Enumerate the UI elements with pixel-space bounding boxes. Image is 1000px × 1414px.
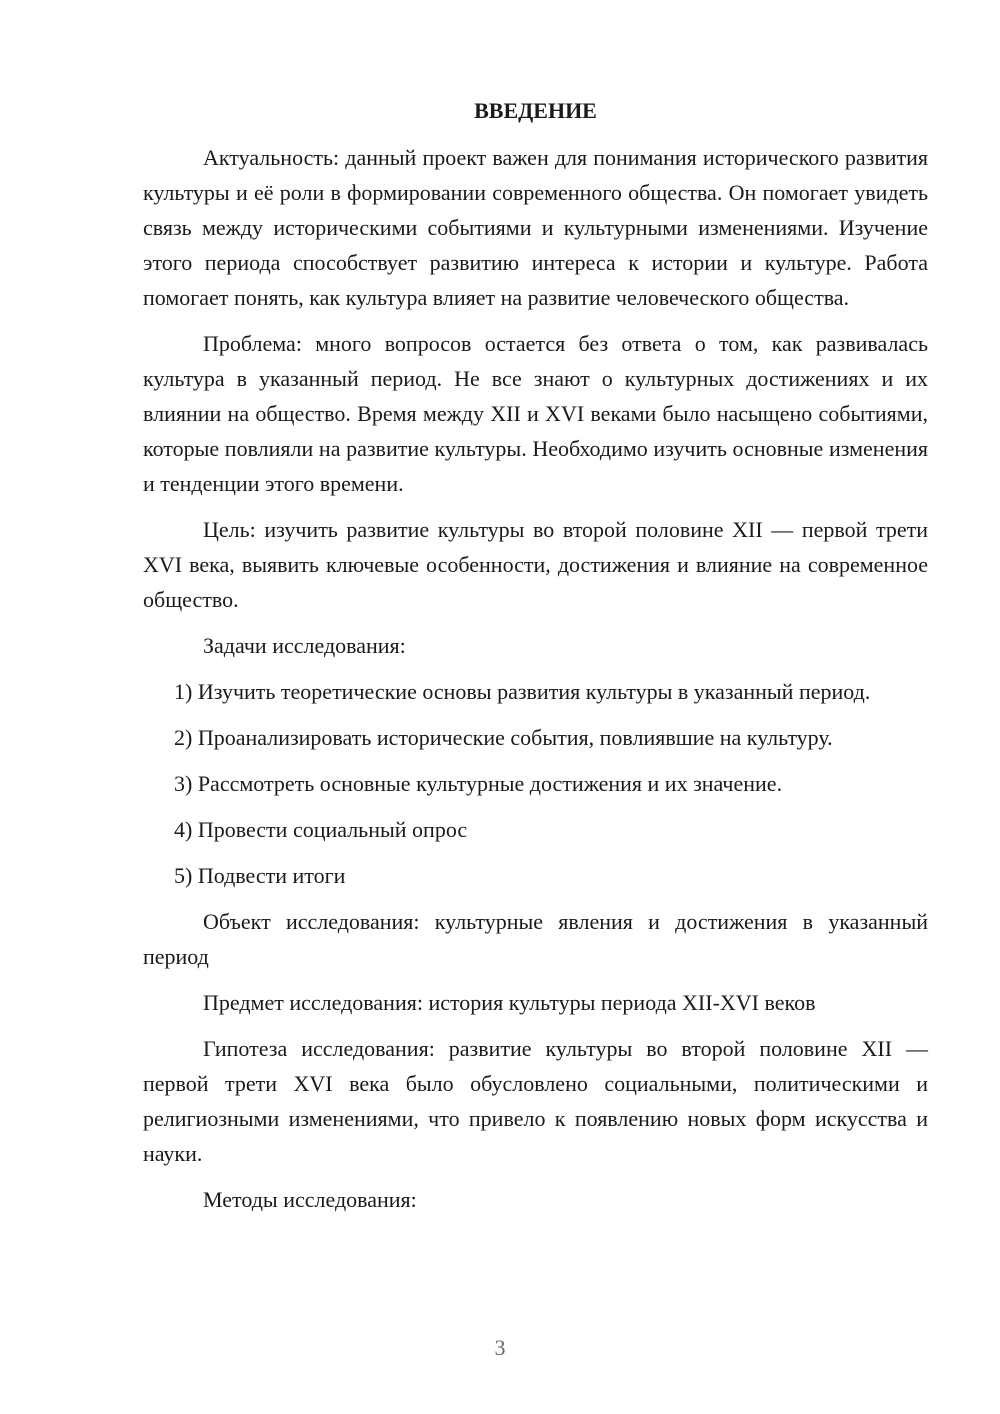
- list-item: 4) Провести социальный опрос: [174, 817, 468, 842]
- page-content: [143, 96, 928, 1228]
- list-item: 5) Подвести итоги: [174, 863, 346, 888]
- goal-paragraph: Цель: изучить развитие культуры во второй половине XII — первой трети XVI века, выявить ключевые особенности, достижения и влияние на современное общество.: [143, 517, 928, 612]
- page-number: 3: [494, 1335, 506, 1360]
- hypothesis-paragraph: Гипотеза исследования: развитие культуры во второй половине XII — первой трети XVI века было обусловлено социальными, политическими и религиозными изменениями, что привело к появлению новых форм искусства и науки.: [143, 1036, 928, 1166]
- tasks-heading: Задачи исследования:: [203, 633, 406, 658]
- list-item: 1) Изучить теоретические основы развития культуры в указанный период.: [174, 679, 871, 704]
- tasks-list: [143, 674, 928, 893]
- subject-paragraph: Предмет исследования: история культуры периода XII-XVI веков: [203, 990, 816, 1015]
- object-paragraph: Объект исследования: культурные явления и достижения в указанный период: [143, 909, 928, 969]
- page-title: ВВЕДЕНИЕ: [474, 98, 597, 123]
- methods-heading: Методы исследования:: [203, 1187, 417, 1212]
- list-item: 3) Рассмотреть основные культурные достижения и их значение.: [174, 771, 783, 796]
- list-item: 2) Проанализировать исторические события, повлиявшие на культуру.: [174, 725, 833, 750]
- relevance-paragraph: Актуальность: данный проект важен для понимания исторического развития культуры и её роли в формировании современного общества. Он помогает увидеть связь между историческими событиями и культурными изменениями. Изучение этого периода способствует развитию интереса к истории и культуре. Работа помогает понять, как культура влияет на развитие человеческого общества.: [143, 145, 928, 310]
- problem-paragraph: Проблема: много вопросов остается без ответа о том, как развивалась культура в указанный период. Не все знают о культурных достижениях и их влиянии на общество. Время между XII и XVI веками было насыщено событиями, которые повлияли на развитие культуры. Необходимо изучить основные изменения и тенденции этого времени.: [143, 331, 928, 496]
